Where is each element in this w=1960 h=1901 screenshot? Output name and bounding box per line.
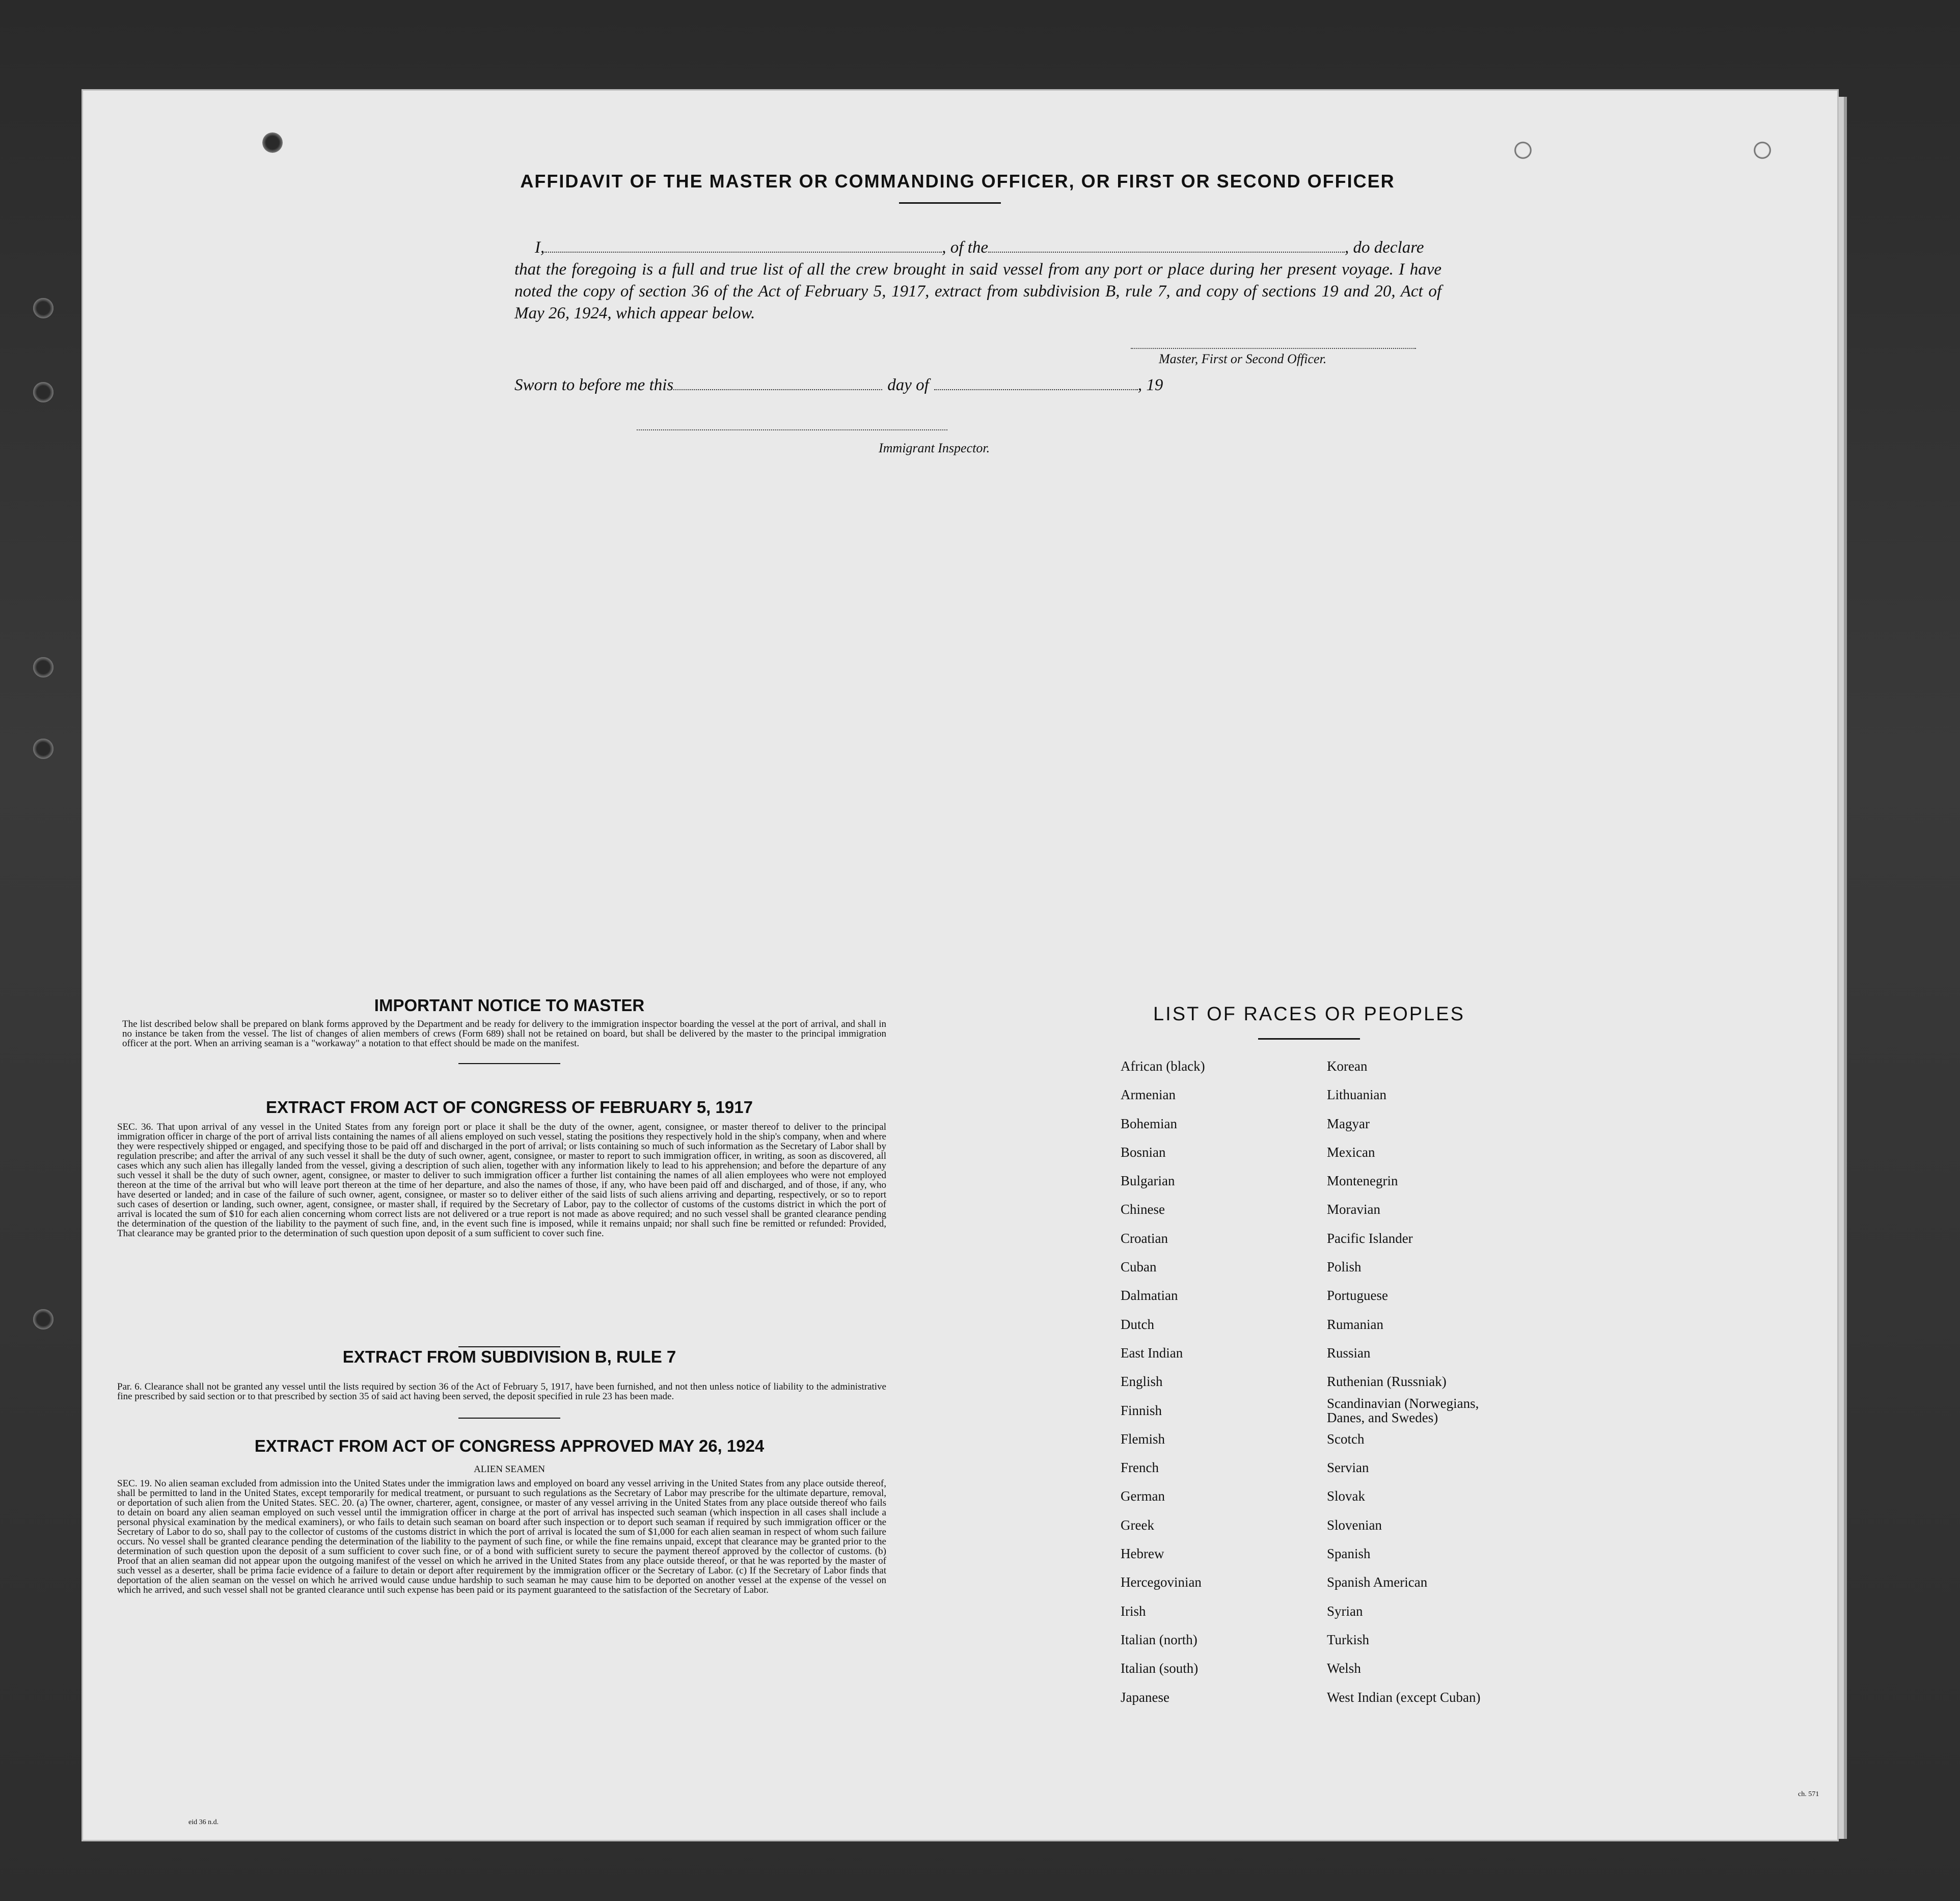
race-item: Greek [1121, 1517, 1154, 1533]
race-item: Pacific Islander [1327, 1230, 1413, 1246]
race-item: Armenian [1121, 1087, 1176, 1103]
races-left-column [1121, 1052, 1205, 1712]
extract-1917-title: EXTRACT FROM ACT OF CONGRESS OF FEBRUARY 5, 1917 [266, 1098, 753, 1117]
race-item: Magyar [1327, 1116, 1370, 1131]
binder-hole [33, 739, 53, 759]
races-title-rule [1258, 1038, 1360, 1040]
race-item: Spanish [1327, 1546, 1371, 1562]
race-item: Bulgarian [1121, 1173, 1175, 1189]
race-item: West Indian (except Cuban) [1327, 1689, 1481, 1705]
extract-1924-subtitle: ALIEN SEAMEN [474, 1464, 545, 1475]
do-declare-label: , do declare [1344, 238, 1424, 257]
section-rule [458, 1418, 560, 1419]
race-item: Scotch [1327, 1431, 1365, 1447]
race-item: Lithuanian [1327, 1087, 1386, 1103]
race-item: French [1121, 1460, 1159, 1476]
year-label: , 19 [1137, 376, 1163, 394]
form-number: ch. 571 [1798, 1790, 1819, 1798]
printer-mark: eid 36 n.d. [188, 1818, 219, 1826]
race-item: Slovenian [1327, 1517, 1382, 1533]
notice-title: IMPORTANT NOTICE TO MASTER [374, 996, 645, 1015]
race-item: Japanese [1121, 1689, 1169, 1705]
extract-1924-title: EXTRACT FROM ACT OF CONGRESS APPROVED MAY 26, 1924 [254, 1436, 765, 1455]
master-signature-line[interactable] [1131, 348, 1416, 349]
binder-hole [33, 1309, 53, 1329]
vessel-field[interactable] [988, 238, 1345, 253]
extract-1917-text: SEC. 36. That upon arrival of any vessel in the United States from any foreign port or place it shall be the duty of the owner, agent, consignee, or master thereof to deliver to the principal immigration officer in charge of the port of arrival lists containing the names of all aliens employed on such vessel, stating the positions they respectively hold in the ship's company, when and where they were respectively shipped or engaged, and specifying those to be paid off and discharged in the port of arrival; or lists containing so much of such information as the Secretary of Labor shall by regulation prescribe; and after the arrival of any such vessel it shall be the duty of such owner, agent, consignee, or master to report to such immigration officer, in writing, as soon as discovered, all cases which any such alien has illegally landed from the vessel, giving a description of such alien, together with any information likely to lead to his apprehension; and before the departure of any such vessel it shall be the duty of such owner, agent, consignee, or master to deliver to such immigration officer a further list containing the names of all alien employees who were not employed thereon at the time of the arrival but who will leave port thereon at the time of her departure, and also the names of those, if any, who have been paid off and discharged, and of those, if any, who have deserted or landed; and in case of the failure of such owner, agent, consignee, or master so to deliver either of the said lists of such aliens arriving and departing, respectively, or so to report such cases of desertion or landing, such owner, agent, consignee, or master shall, if required by the Secretary of Labor, pay to the collector of customs of the customs district in which the port of arrival is located the sum of $10 for each alien concerning whom correct lists are not delivered or a true report is not made as above required; and no such vessel shall be granted clearance pending the determination of the question of the liability to the payment of such fine, and, in the event such fine is imposed, while it remains unpaid; nor shall such fine be remitted or refunded: Provided, That clearance may be granted prior to the determination of such question upon deposit of a sum sufficient to cover such fine. [117, 1122, 886, 1239]
race-item: Montenegrin [1327, 1173, 1398, 1189]
binder-hole [33, 657, 53, 677]
race-item: Rumanian [1327, 1316, 1383, 1332]
inspector-signature-line[interactable] [637, 429, 947, 430]
race-item: Bosnian [1121, 1144, 1166, 1160]
sworn-day-field[interactable] [673, 376, 882, 390]
sworn-label: Sworn to before me this [514, 376, 674, 394]
binder-hole [1513, 140, 1533, 160]
master-caption: Master, First or Second Officer. [1159, 351, 1327, 366]
race-item: African (black) [1121, 1058, 1205, 1074]
race-item: Portuguese [1327, 1288, 1388, 1303]
binder-hole [33, 298, 53, 318]
affidavit-title: AFFIDAVIT OF THE MASTER OR COMMANDING OFFICER, OR FIRST OR SECOND OFFICER [520, 171, 1395, 192]
declaration-line [514, 237, 1441, 259]
document-page [81, 89, 1839, 1841]
race-item: Italian (north) [1121, 1632, 1197, 1647]
race-item: Cuban [1121, 1259, 1157, 1275]
race-item: Mexican [1327, 1144, 1375, 1160]
race-item: Slovak [1327, 1488, 1366, 1504]
affidavit-body [514, 237, 1441, 324]
race-item: Scandinavian (Norwegians, Danes, and Swedes) [1327, 1395, 1479, 1425]
inspector-caption: Immigrant Inspector. [879, 441, 990, 455]
sworn-month-field[interactable] [934, 376, 1138, 390]
race-item: Bohemian [1121, 1116, 1177, 1131]
race-item: Turkish [1327, 1632, 1370, 1647]
race-item: Polish [1327, 1259, 1362, 1275]
of-the-label: , of the [942, 238, 988, 257]
name-field[interactable] [545, 238, 942, 253]
rule-7-text: Par. 6. Clearance shall not be granted any vessel until the lists required by section 36 of the Act of February 5, 1917, have been furnished, and not then unless notice of liability to the administrative fine prescribed by said section or to that prescribed by section 35 of said act having been served, the deposit specified in rule 23 has been made. [117, 1381, 886, 1402]
race-item: Hercegovinian [1121, 1574, 1202, 1590]
sworn-line [514, 374, 1441, 396]
race-item: Welsh [1327, 1661, 1361, 1676]
race-item: Irish [1121, 1603, 1146, 1619]
sworn-year-field[interactable] [1163, 377, 1183, 390]
day-of-label: day of [887, 376, 929, 394]
race-item: Hebrew [1121, 1546, 1164, 1562]
race-item: Moravian [1327, 1202, 1380, 1217]
races-title: LIST OF RACES OR PEOPLES [1153, 1003, 1465, 1025]
i-label: I, [535, 238, 545, 257]
race-item: Russian [1327, 1345, 1371, 1361]
race-item: English [1121, 1374, 1163, 1390]
race-item: Chinese [1121, 1202, 1165, 1217]
binder-hole [33, 382, 53, 402]
title-rule [899, 202, 1001, 204]
race-item: Korean [1327, 1058, 1368, 1074]
notice-text: The list described below shall be prepared on blank forms approved by the Department and be ready for delivery to the immigration inspector boarding the vessel at the port of arrival, and shall in no instance be taken from the vessel. The list of changes of alien members of crews (Form 689) shall not be retained on board, but shall be delivered by the master to the principal immigration officer at the port. When an arriving seaman is a "workaway" a notation to that effect should be made on the manifest. [122, 1019, 886, 1049]
binder-hole [1752, 140, 1773, 160]
race-item: German [1121, 1488, 1165, 1504]
rule-7-title: EXTRACT FROM SUBDIVISION B, RULE 7 [342, 1347, 676, 1366]
race-item: Italian (south) [1121, 1661, 1199, 1676]
race-item: Spanish American [1327, 1574, 1428, 1590]
extract-1924-text: SEC. 19. No alien seaman excluded from admission into the United States under the immigration laws and employed on board any vessel arriving in the United States from any place outside thereof, shall be permitted to land in the United States, except temporarily for medical treatment, or pursuant to such regulations as the Secretary of Labor may prescribe for the ultimate departure, removal, or deportation of such alien from the United States. SEC. 20. (a) The owner, charterer, agent, consignee, or master of any vessel arriving in the United States from any place outside thereof who fails to detain on board any alien seaman employed on such vessel until the immigration officer in charge at the port of arrival has inspected such seaman (which inspection in all cases shall include a personal physical examination by the medical examiners), or who fails to detain such seaman on board after such inspection or to deport such seaman if required by such immigration officer or the Secretary of Labor to do so, shall pay to the collector of customs of the customs district in which the port of arrival is located the sum of $1,000 for each alien seaman in respect of whom such failure occurs. No vessel shall be granted clearance pending the determination of the liability to the payment of such fine, or while the fine remains unpaid, except that clearance may be granted prior to the determination of such question upon the deposit of a sum sufficient to cover such fine, or of a bond with sufficient surety to secure the payment thereof approved by the collector of customs. (b) Proof that an alien seaman did not appear upon the outgoing manifest of the vessel on which he arrived in the United States from any place outside thereof, or that he was reported by the master of such vessel as a deserter, shall be prima facie evidence of a failure to detain or deport after requirement by the immigration officer or the Secretary of Labor. (c) If the Secretary of Labor finds that deportation of the alien seaman on the vessel on which he arrived would cause undue hardship to such seaman he may cause him to be deported on another vessel at the expense of the vessel on which he arrived, and such vessel shall not be granted clearance until such expense has been paid or its payment guaranteed to the satisfaction of the Secretary of Labor. [117, 1478, 886, 1595]
affidavit-statement: that the foregoing is a full and true list of all the crew brought in said vessel from any port or place during her present voyage. I have noted the copy of section 36 of the Act of February 5, 1917, extract from subdivision B, rule 7, and copy of sections 19 and 20, Act of May 26, 1924, which appear below. [514, 260, 1441, 322]
race-item: Dutch [1121, 1316, 1154, 1332]
race-item: Ruthenian (Russniak) [1327, 1374, 1447, 1390]
race-item: Flemish [1121, 1431, 1165, 1447]
race-item: Croatian [1121, 1230, 1168, 1246]
section-rule [458, 1063, 560, 1064]
race-item: Finnish [1121, 1402, 1162, 1418]
race-item: Dalmatian [1121, 1288, 1178, 1303]
binder-hole [262, 132, 283, 153]
races-right-column [1327, 1052, 1510, 1712]
race-item: East Indian [1121, 1345, 1183, 1361]
race-item: Syrian [1327, 1603, 1363, 1619]
race-item: Servian [1327, 1460, 1369, 1476]
